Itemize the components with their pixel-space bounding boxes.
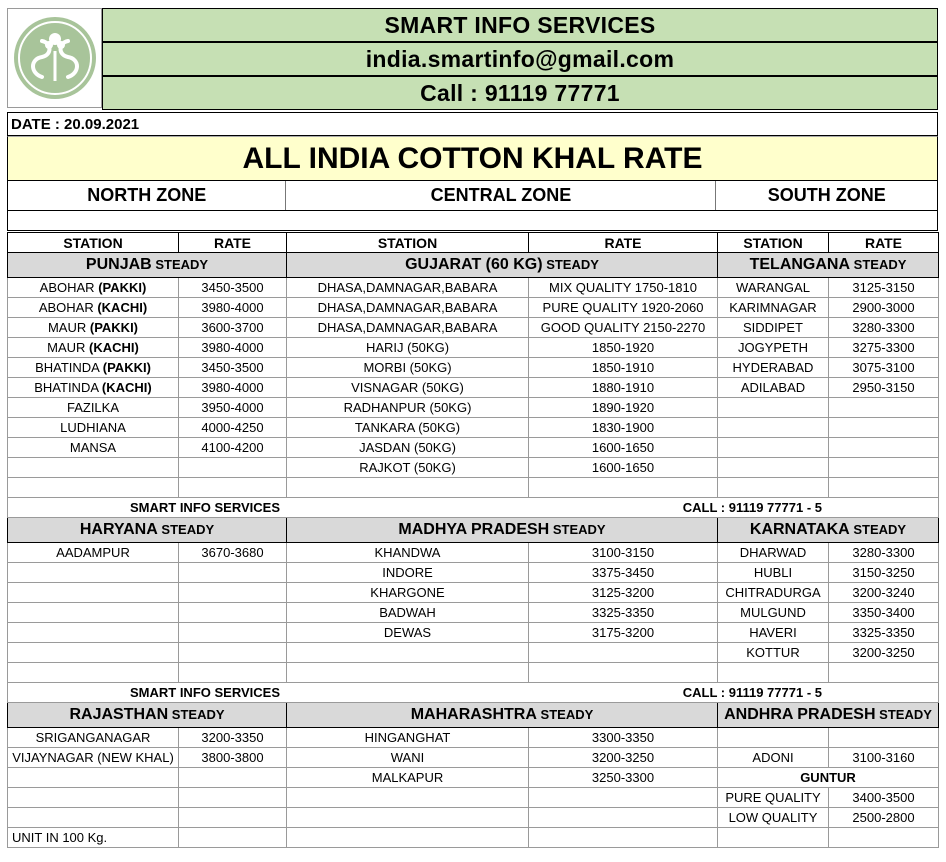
station-cell — [718, 418, 829, 438]
rate-cell: 3800-3800 — [179, 748, 287, 768]
table-row — [8, 278, 939, 298]
station-cell — [718, 458, 829, 478]
rate-cell: 2950-3150 — [829, 378, 939, 398]
station-cell — [718, 663, 829, 683]
station-cell — [8, 298, 179, 318]
rate-cell: 1600-1650 — [529, 438, 718, 458]
rate-cell — [529, 663, 718, 683]
rate-cell — [829, 458, 939, 478]
table-row — [8, 603, 939, 623]
rate-cell — [829, 418, 939, 438]
logo — [7, 8, 102, 108]
rate-cell: 3100-3160 — [829, 748, 939, 768]
station-cell: PURE QUALITY — [718, 788, 829, 808]
station-cell: ADILABAD — [718, 378, 829, 398]
state-maharashtra — [287, 703, 718, 728]
station-tag: (KACHI) — [89, 339, 139, 355]
rate-cell: 3350-3400 — [829, 603, 939, 623]
central-zone-label: CENTRAL ZONE — [286, 181, 716, 210]
table-row — [8, 478, 939, 498]
state-name: MAHARASHTRA — [410, 706, 537, 723]
rate-cell: 3125-3200 — [529, 583, 718, 603]
station-cell — [287, 663, 529, 683]
table-cell — [829, 828, 939, 848]
station-cell: JOGYPETH — [718, 338, 829, 358]
rate-cell — [829, 663, 939, 683]
rate-cell: 3980-4000 — [179, 378, 287, 398]
station-cell — [8, 808, 179, 828]
station-cell: VISNAGAR (50KG) — [287, 378, 529, 398]
station-tag: (PAKKI) — [102, 359, 151, 375]
station-header: STATION — [287, 233, 529, 253]
rate-cell — [179, 643, 287, 663]
rate-header: RATE — [829, 233, 939, 253]
station-cell — [8, 563, 179, 583]
rate-cell: 3400-3500 — [829, 788, 939, 808]
station-cell: MULGUND — [718, 603, 829, 623]
station-cell — [718, 438, 829, 458]
rate-cell — [179, 788, 287, 808]
north-zone-label: NORTH ZONE — [8, 181, 286, 210]
state-gujarat — [287, 253, 718, 278]
rate-cell: 3200-3250 — [829, 643, 939, 663]
station-cell — [287, 788, 529, 808]
station-cell — [8, 438, 179, 458]
rate-cell — [529, 478, 718, 498]
zone-header-row — [7, 181, 938, 211]
rate-cell: 3275-3300 — [829, 338, 939, 358]
station-cell: DHASA,DAMNAGAR,BABARA — [287, 278, 529, 298]
station-cell: KARIMNAGAR — [718, 298, 829, 318]
state-name: MADHYA PRADESH — [398, 521, 550, 538]
station-name: BHATINDA — [35, 359, 100, 375]
table-row — [8, 298, 939, 318]
table-row — [8, 808, 939, 828]
station-cell — [8, 378, 179, 398]
station-cell: HINGANGHAT — [287, 728, 529, 748]
promo-spacer — [829, 498, 939, 518]
rate-cell — [179, 603, 287, 623]
rate-cell — [179, 623, 287, 643]
station-cell — [8, 478, 179, 498]
south-zone-label: SOUTH ZONE — [767, 185, 886, 205]
rate-cell — [179, 768, 287, 788]
station-name: MAUR — [47, 339, 86, 355]
promo-row — [8, 683, 939, 703]
state-name: RAJASTHAN — [69, 706, 169, 723]
rate-cell: 4100-4200 — [179, 438, 287, 458]
station-cell: KHANDWA — [287, 543, 529, 563]
station-cell: KOTTUR — [718, 643, 829, 663]
state-telangana — [718, 253, 939, 278]
station-cell — [8, 623, 179, 643]
rate-cell: 3150-3250 — [829, 563, 939, 583]
table-row — [8, 788, 939, 808]
rate-cell: 3375-3450 — [529, 563, 718, 583]
station-name: ABOHAR — [39, 279, 95, 295]
state-row — [8, 518, 939, 543]
promo-company: SMART INFO SERVICES — [8, 498, 287, 518]
station-cell — [287, 808, 529, 828]
rate-cell: 3450-3500 — [179, 358, 287, 378]
station-cell — [8, 583, 179, 603]
station-tag: (KACHI) — [101, 379, 152, 395]
table-row — [8, 418, 939, 438]
rate-cell: 3175-3200 — [529, 623, 718, 643]
rate-cell: GOOD QUALITY 2150-2270 — [529, 318, 718, 338]
station-tag: (PAKKI) — [98, 279, 147, 295]
table-row — [8, 458, 939, 478]
rate-cell: 1600-1650 — [529, 458, 718, 478]
rate-cell: 3200-3350 — [179, 728, 287, 748]
station-cell: SRIGANGANAGAR — [8, 728, 179, 748]
column-header-row — [8, 233, 939, 253]
station-cell: INDORE — [287, 563, 529, 583]
station-cell: MALKAPUR — [287, 768, 529, 788]
steady-label: STEADY — [161, 522, 215, 537]
rate-cell: PURE QUALITY 1920-2060 — [529, 298, 718, 318]
promo-call: CALL : 91119 77771 - 5 — [529, 683, 829, 703]
rate-cell: 3250-3300 — [529, 768, 718, 788]
rate-cell — [179, 478, 287, 498]
state-name: ANDHRA PRADESH — [724, 706, 876, 723]
station-name: MAUR — [47, 319, 87, 335]
rate-cell — [529, 788, 718, 808]
state-rajasthan — [8, 703, 287, 728]
station-cell — [8, 458, 179, 478]
state-haryana — [8, 518, 287, 543]
state-name: GUJARAT (60 KG) — [405, 256, 543, 273]
rate-table — [7, 232, 939, 848]
table-row — [8, 318, 939, 338]
steady-label: STEADY — [546, 257, 599, 272]
steady-label: STEADY — [853, 257, 907, 272]
station-cell: KHARGONE — [287, 583, 529, 603]
table-row — [8, 623, 939, 643]
state-row — [8, 253, 939, 278]
rate-cell: 3200-3250 — [529, 748, 718, 768]
rate-cell: 1850-1910 — [529, 358, 718, 378]
station-name: BHATINDA — [34, 379, 99, 395]
station-cell: HUBLI — [718, 563, 829, 583]
table-row — [8, 663, 939, 683]
table-row — [8, 748, 939, 768]
station-cell — [287, 478, 529, 498]
rate-cell: 4000-4250 — [179, 418, 287, 438]
rate-cell: 1880-1910 — [529, 378, 718, 398]
station-tag: (KACHI) — [97, 299, 148, 315]
station-cell — [718, 728, 829, 748]
station-tag: (PAKKI) — [89, 319, 139, 335]
promo-spacer — [829, 683, 939, 703]
rate-cell: 3980-4000 — [179, 298, 287, 318]
rate-cell: 1890-1920 — [529, 398, 718, 418]
rate-cell — [829, 478, 939, 498]
steady-label: STEADY — [540, 707, 594, 722]
station-cell: BADWAH — [287, 603, 529, 623]
company-email: india.smartinfo@gmail.com — [102, 42, 938, 76]
promo-call: CALL : 91119 77771 - 5 — [529, 498, 829, 518]
rate-cell: 3280-3300 — [829, 318, 939, 338]
rate-cell: 3670-3680 — [179, 543, 287, 563]
rate-cell: 3950-4000 — [179, 398, 287, 418]
station-cell: TANKARA (50KG) — [287, 418, 529, 438]
station-cell — [287, 643, 529, 663]
unit-note: UNIT IN 100 Kg. — [8, 828, 179, 848]
promo-company: SMART INFO SERVICES — [8, 683, 287, 703]
station-cell — [8, 788, 179, 808]
station-cell — [8, 278, 179, 298]
table-row — [8, 358, 939, 378]
footer-row — [8, 828, 939, 848]
rate-cell — [529, 643, 718, 663]
rate-cell — [829, 728, 939, 748]
state-madhya-pradesh — [287, 518, 718, 543]
table-row — [8, 398, 939, 418]
station-cell: HAVERI — [718, 623, 829, 643]
rate-cell — [829, 438, 939, 458]
station-cell — [8, 398, 179, 418]
rate-cell: 1830-1900 — [529, 418, 718, 438]
station-name: ABOHAR — [38, 299, 94, 315]
station-cell — [8, 768, 179, 788]
company-name: SMART INFO SERVICES — [102, 8, 938, 42]
rate-cell — [529, 808, 718, 828]
station-cell — [718, 398, 829, 418]
smart-info-logo-icon — [12, 15, 98, 101]
station-cell: DHARWAD — [718, 543, 829, 563]
rate-cell — [179, 563, 287, 583]
station-cell: JASDAN (50KG) — [287, 438, 529, 458]
station-cell: HARIJ (50KG) — [287, 338, 529, 358]
station-cell: MORBI (50KG) — [287, 358, 529, 378]
state-karnataka — [718, 518, 939, 543]
station-name: FAZILKA — [66, 399, 120, 415]
sheet-title: ALL INDIA COTTON KHAL RATE — [7, 136, 938, 181]
station-cell — [8, 643, 179, 663]
station-header: STATION — [8, 233, 179, 253]
rate-cell: 3600-3700 — [179, 318, 287, 338]
rate-cell: 3325-3350 — [829, 623, 939, 643]
station-cell: LOW QUALITY — [718, 808, 829, 828]
table-row — [8, 338, 939, 358]
station-header: STATION — [718, 233, 829, 253]
rate-cell — [179, 808, 287, 828]
station-cell: RADHANPUR (50KG) — [287, 398, 529, 418]
table-cell — [287, 828, 529, 848]
station-name: MANSA — [69, 439, 117, 455]
rate-cell: 3200-3240 — [829, 583, 939, 603]
rate-cell: 3075-3100 — [829, 358, 939, 378]
rate-cell: 3980-4000 — [179, 338, 287, 358]
rate-header: RATE — [179, 233, 287, 253]
rate-cell — [179, 663, 287, 683]
company-call: Call : 91119 77771 — [102, 76, 938, 110]
rate-cell — [179, 458, 287, 478]
steady-label: STEADY — [171, 707, 225, 722]
table-row — [8, 768, 939, 788]
station-cell: HYDERABAD — [718, 358, 829, 378]
rate-header: RATE — [529, 233, 718, 253]
steady-label: STEADY — [155, 257, 209, 272]
report-date: DATE : 20.09.2021 — [7, 112, 938, 136]
rate-cell: 3125-3150 — [829, 278, 939, 298]
station-cell: SIDDIPET — [718, 318, 829, 338]
table-row — [8, 563, 939, 583]
rate-cell — [179, 583, 287, 603]
state-name: HARYANA — [79, 521, 158, 538]
station-cell — [8, 603, 179, 623]
station-cell: CHITRADURGA — [718, 583, 829, 603]
promo-spacer — [287, 498, 529, 518]
table-cell — [718, 828, 829, 848]
spacer-row — [7, 211, 938, 231]
table-row — [8, 543, 939, 563]
station-cell — [8, 358, 179, 378]
table-cell — [179, 828, 287, 848]
rate-cell: 3450-3500 — [179, 278, 287, 298]
state-name: KARNATAKA — [749, 521, 850, 538]
station-cell: RAJKOT (50KG) — [287, 458, 529, 478]
steady-label: STEADY — [879, 707, 932, 722]
rate-cell — [829, 398, 939, 418]
station-cell: AADAMPUR — [8, 543, 179, 563]
station-cell — [8, 418, 179, 438]
station-cell: VIJAYNAGAR (NEW KHAL) — [8, 748, 179, 768]
rate-cell: 1850-1920 — [529, 338, 718, 358]
table-row — [8, 583, 939, 603]
table-row — [8, 378, 939, 398]
steady-label: STEADY — [552, 522, 606, 537]
station-cell — [718, 478, 829, 498]
station-cell: WARANGAL — [718, 278, 829, 298]
rate-cell: 2500-2800 — [829, 808, 939, 828]
station-cell: DHASA,DAMNAGAR,BABARA — [287, 298, 529, 318]
rate-cell: MIX QUALITY 1750-1810 — [529, 278, 718, 298]
guntur-label: GUNTUR — [718, 768, 939, 788]
state-name: PUNJAB — [85, 256, 152, 273]
steady-label: STEADY — [853, 522, 907, 537]
station-cell: DEWAS — [287, 623, 529, 643]
state-name: TELANGANA — [749, 256, 851, 273]
station-cell: ADONI — [718, 748, 829, 768]
rate-cell: 3280-3300 — [829, 543, 939, 563]
rate-cell: 3300-3350 — [529, 728, 718, 748]
rate-cell: 2900-3000 — [829, 298, 939, 318]
rate-cell: 3100-3150 — [529, 543, 718, 563]
table-row — [8, 643, 939, 663]
promo-spacer — [287, 683, 529, 703]
promo-row — [8, 498, 939, 518]
station-name: LUDHIANA — [60, 419, 126, 435]
state-row — [8, 703, 939, 728]
state-andhra-pradesh — [718, 703, 939, 728]
table-row — [8, 438, 939, 458]
state-punjab — [8, 253, 287, 278]
station-cell: WANI — [287, 748, 529, 768]
rate-cell: 3325-3350 — [529, 603, 718, 623]
station-cell: DHASA,DAMNAGAR,BABARA — [287, 318, 529, 338]
table-row — [8, 728, 939, 748]
station-cell — [8, 318, 179, 338]
station-cell — [8, 338, 179, 358]
station-cell — [8, 663, 179, 683]
table-cell — [529, 828, 718, 848]
